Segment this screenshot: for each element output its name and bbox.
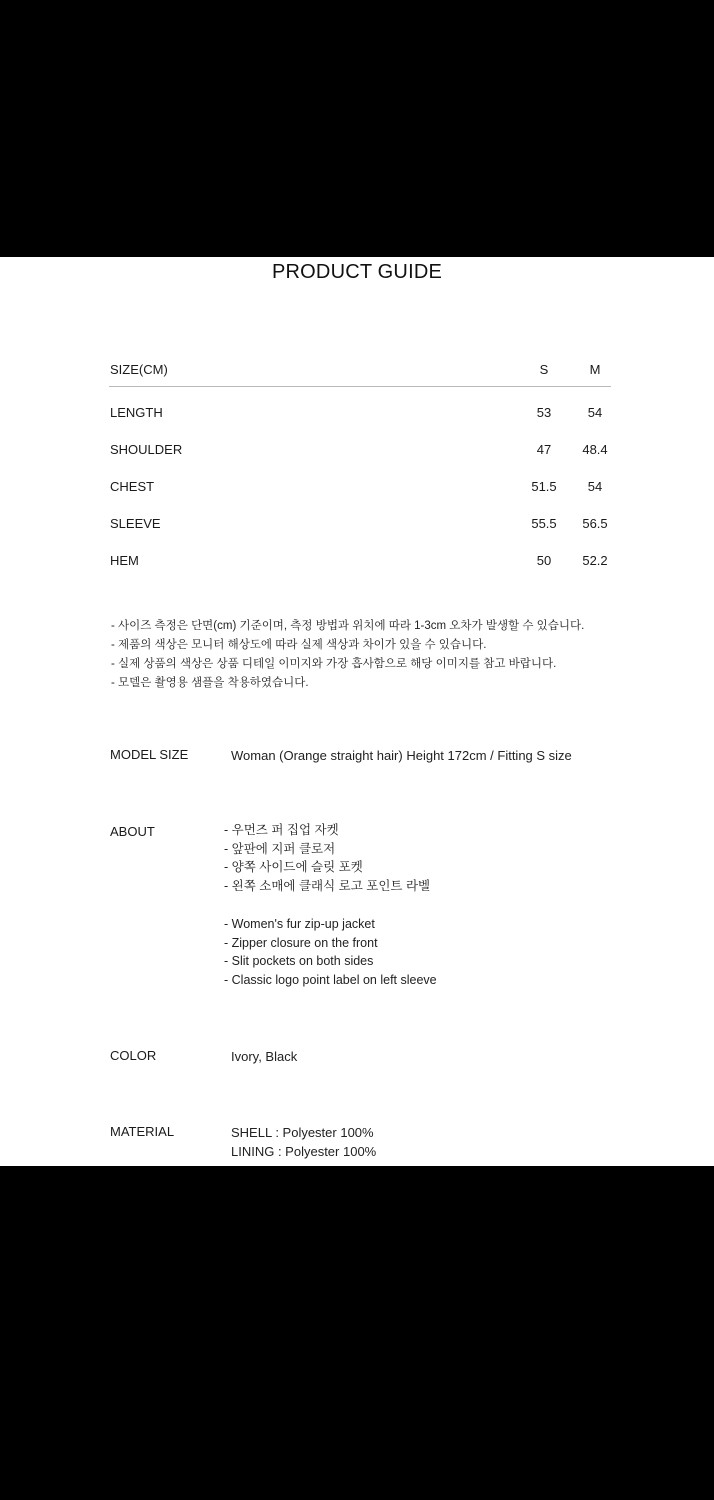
about-item: - Slit pockets on both sides <box>224 954 374 969</box>
about-korean-list <box>224 821 430 895</box>
about-item: - Women's fur zip-up jacket <box>224 917 375 931</box>
row-value-s: 53 <box>536 405 552 420</box>
row-label: CHEST <box>110 479 155 494</box>
table-row <box>109 405 611 442</box>
page-title: PRODUCT GUIDE <box>271 261 443 283</box>
size-header-m: M <box>589 362 601 377</box>
color-value: Ivory, Black <box>231 1049 298 1064</box>
row-value-s: 50 <box>536 553 552 568</box>
about-item: - 우먼즈 퍼 집업 자켓 <box>224 823 339 837</box>
about-label: ABOUT <box>110 824 155 839</box>
about-item: - 왼쪽 소매에 클래식 로고 포인트 라벨 <box>224 878 431 893</box>
row-value-m: 48.4 <box>582 442 608 457</box>
table-row <box>109 553 611 590</box>
row-label: LENGTH <box>110 405 163 420</box>
row-value-m: 54 <box>587 479 603 494</box>
table-row <box>109 516 611 553</box>
size-table <box>109 362 611 590</box>
note-line: - 사이즈 측정은 단면(cm) 기준이며, 측정 방법과 위치에 따라 1-3cm 오차가 발생할 수 있습니다. <box>111 620 585 632</box>
material-line: SHELL : Polyester 100% <box>231 1125 374 1140</box>
row-label: HEM <box>110 553 139 568</box>
material-line: LINING : Polyester 100% <box>231 1144 377 1159</box>
row-label: SHOULDER <box>110 442 183 457</box>
table-row <box>109 442 611 479</box>
note-line: - 제품의 색상은 모니터 해상도에 따라 실제 색상과 차이가 있을 수 있습니다. <box>111 639 487 651</box>
row-value-s: 55.5 <box>531 516 557 531</box>
product-guide-sheet <box>0 257 714 1166</box>
note-line: - 모델은 촬영용 샘플을 착용하였습니다. <box>111 677 309 689</box>
about-item: - 양쪽 사이드에 슬릿 포켓 <box>224 860 363 875</box>
about-english-list <box>224 915 437 989</box>
size-table-header <box>109 362 611 387</box>
row-value-m: 52.2 <box>582 553 608 568</box>
about-item: - Zipper closure on the front <box>224 935 378 950</box>
color-label: COLOR <box>110 1048 157 1063</box>
bottom-black-bar <box>0 1166 714 1500</box>
model-size-value: Woman (Orange straight hair) Height 172cm / Fitting S size <box>231 748 572 763</box>
about-item: - 앞판에 지퍼 클로저 <box>224 841 336 856</box>
row-value-s: 47 <box>536 442 552 457</box>
material-label: MATERIAL <box>110 1124 175 1139</box>
size-header-s: S <box>539 362 549 377</box>
size-notes <box>111 617 584 693</box>
material-lines <box>231 1123 376 1161</box>
top-black-bar <box>0 0 714 257</box>
row-value-m: 56.5 <box>582 516 608 531</box>
row-value-m: 54 <box>587 405 603 420</box>
size-header-label: SIZE(CM) <box>110 362 168 377</box>
model-size-label: MODEL SIZE <box>110 747 189 762</box>
about-item: - Classic logo point label on left sleeve <box>224 972 437 987</box>
row-value-s: 51.5 <box>531 479 557 494</box>
table-row <box>109 479 611 516</box>
row-label: SLEEVE <box>110 516 161 531</box>
note-line: - 실제 상품의 색상은 상품 디테일 이미지와 가장 흡사함으로 해당 이미지를 참고 바랍니다. <box>111 658 557 670</box>
